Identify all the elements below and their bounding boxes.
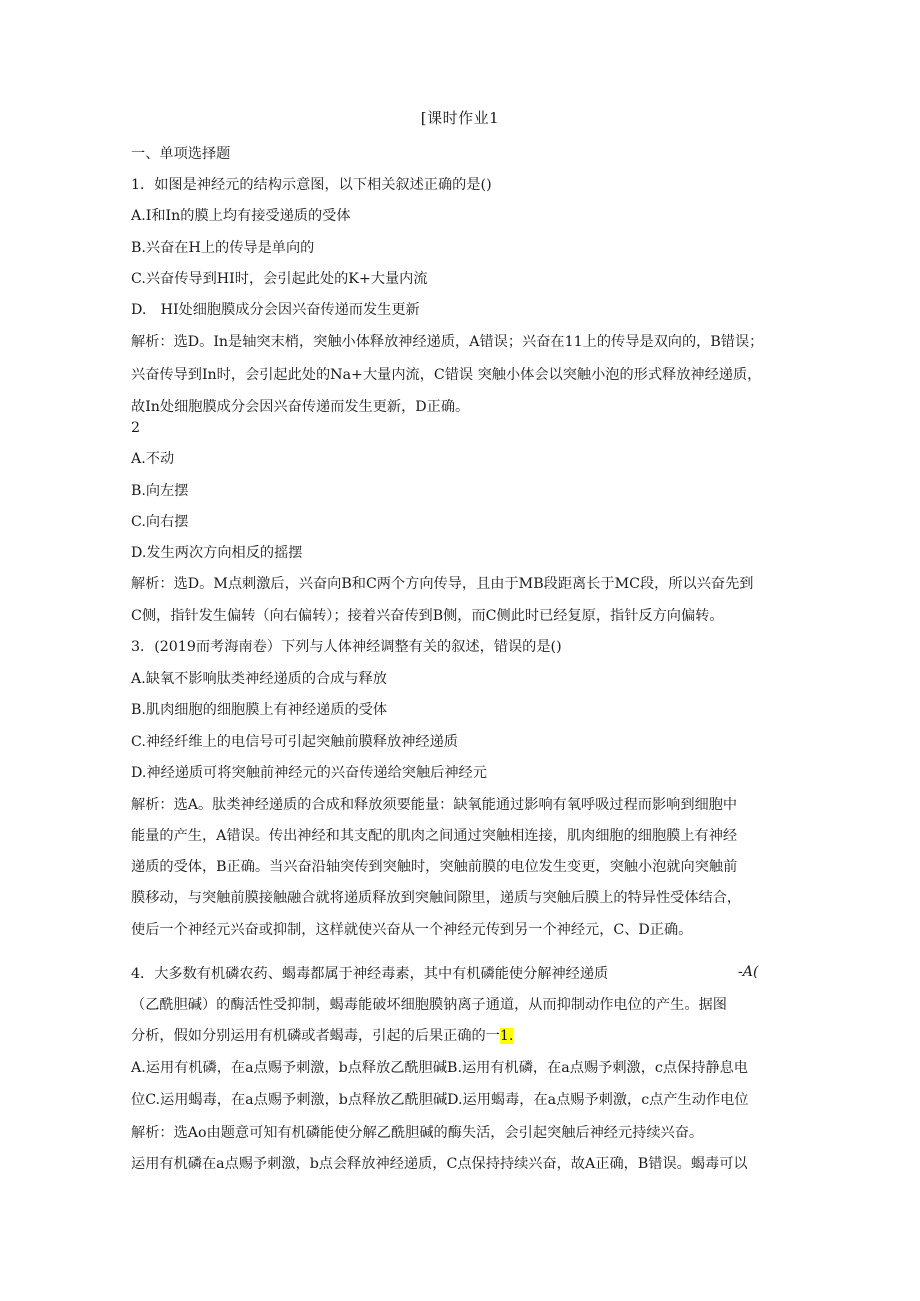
q2-analysis-line-2: C侧，指针发生偏转（向右偏转）；接着兴奋传到B侧，而C侧此时已经复原，指针反方向偏转。 [131,608,724,624]
q3-option-b: B.肌肉细胞的细胞膜上有神经递质的受体 [131,702,388,718]
q1-option-a: A.I和In的膜上均有接受递质的受体 [131,208,351,224]
q4-stem-fragment: -A( [738,964,759,980]
q2-option-a: A.不动 [131,451,175,467]
q2-option-d: D.发生两次方向相反的摇摆 [131,545,303,561]
q3-analysis-line-1: 解析：选A。肽类神经递质的合成和释放须要能量：缺氧能通过影响有氧呼吸过程而影响到细胞中 [131,797,738,813]
q4-stem-line-1: 4．大多数有机磷农药、蝎毒都属于神经毒素，其中有机磷能使分解神经递质 [131,966,609,982]
q4-highlight: 1. [499,1028,514,1044]
q4-stem-line-3 [131,1026,796,1046]
section-heading: 一、单项选择题 [131,146,231,162]
q4-options-line-2: 位C.运用蝎毒，在a点赐予刺激，b点释放乙酰胆碱D.运用蝎毒，在a点赐予刺激，c点产生动作电位 [131,1092,749,1108]
q4-options-line-1: A.运用有机磷，在a点赐予刺激，b点释放乙酰胆碱B.运用有机磷，在a点赐予刺激，c点保持静息电 [131,1060,748,1076]
q3-analysis-line-3: 递质的受体，B正确。当兴奋沿轴突传到突触时，突触前膜的电位发生变更，突触小泡就向突触前 [131,859,738,875]
q2-option-c: C.向右摆 [131,514,189,530]
q3-analysis-line-5: 使后一个神经元兴奋或抑制，这样就使兴奋从一个神经元传到另一个神经元，C、D正确。 [131,922,693,938]
q3-analysis-line-2: 能量的产生，A错误。传出神经和其支配的肌肉之间通过突触相连接，肌肉细胞的细胞膜上有神经 [131,828,738,844]
q3-option-a: A.缺氧不影响肽类神经递质的合成与释放 [131,671,387,687]
q1-option-c: C.兴奋传导到HI时，会引起此处的K+大量内流 [131,271,428,287]
q2-number: 2 [131,420,141,436]
q3-option-d: D.神经递质可将突触前神经元的兴奋传递给突触后神经元 [131,765,487,781]
page-title: [课时作业1 [420,109,500,127]
q1-analysis-line-2: 兴奋传导到In时，会引起此处的Na+大量内流，C错误 突触小体会以突触小泡的形式释放神经递质， [131,367,762,383]
q1-option-b: B.兴奋在H上的传导是单向的 [131,240,315,256]
q1-stem: 1．如图是神经元的结构示意图，以下相关叙述正确的是() [131,177,492,193]
q4-stem-line-3-text: 分析，假如分别运用有机磷或者蝎毒，引起的后果正确的一 [131,1028,500,1044]
q1-analysis-line-1: 解析：选D。In是轴突末梢，突触小体释放神经递质，A错误；兴奋在11上的传导是双向的，B错误； [131,334,764,350]
q1-analysis-line-3: 故In处细胞膜成分会因兴奋传递而发生更新，D正确。 [131,399,470,415]
q4-analysis-line-2: 运用有机磷在a点赐予刺激，b点会释放神经递质，C点保持持续兴奋，故A正确，B错误。蝎毒可以 [131,1156,748,1172]
q4-stem-line-2: （乙酰胆碱）的酶活性受抑制，蝎毒能破坏细胞膜钠离子通道，从而抑制动作电位的产生。据图 [131,997,727,1013]
q3-option-c: C.神经纤维上的电信号可引起突触前膜释放神经递质 [131,734,458,750]
q2-option-b: B.向左摆 [131,483,189,499]
q4-analysis-line-1: 解析：选Ao由题意可知有机磷能使分解乙酰胆碱的酶失活，会引起突触后神经元持续兴奋。 [131,1125,704,1141]
q2-analysis-line-1: 解析：选D。M点刺激后，兴奋向B和C两个方向传导，且由于MB段距离长于MC段，所以兴奋先到 [131,576,754,592]
q3-analysis-line-4: 膜移动，与突触前膜接触融合就将递质释放到突触间隙里，递质与突触后膜上的特异性受体结合， [131,890,742,906]
q1-option-d: D. HI处细胞膜成分会因兴奋传递而发生更新 [131,302,420,318]
q3-stem: 3．(2019而考海南卷）下列与人体神经调整有关的叙述，错误的是() [131,639,562,655]
